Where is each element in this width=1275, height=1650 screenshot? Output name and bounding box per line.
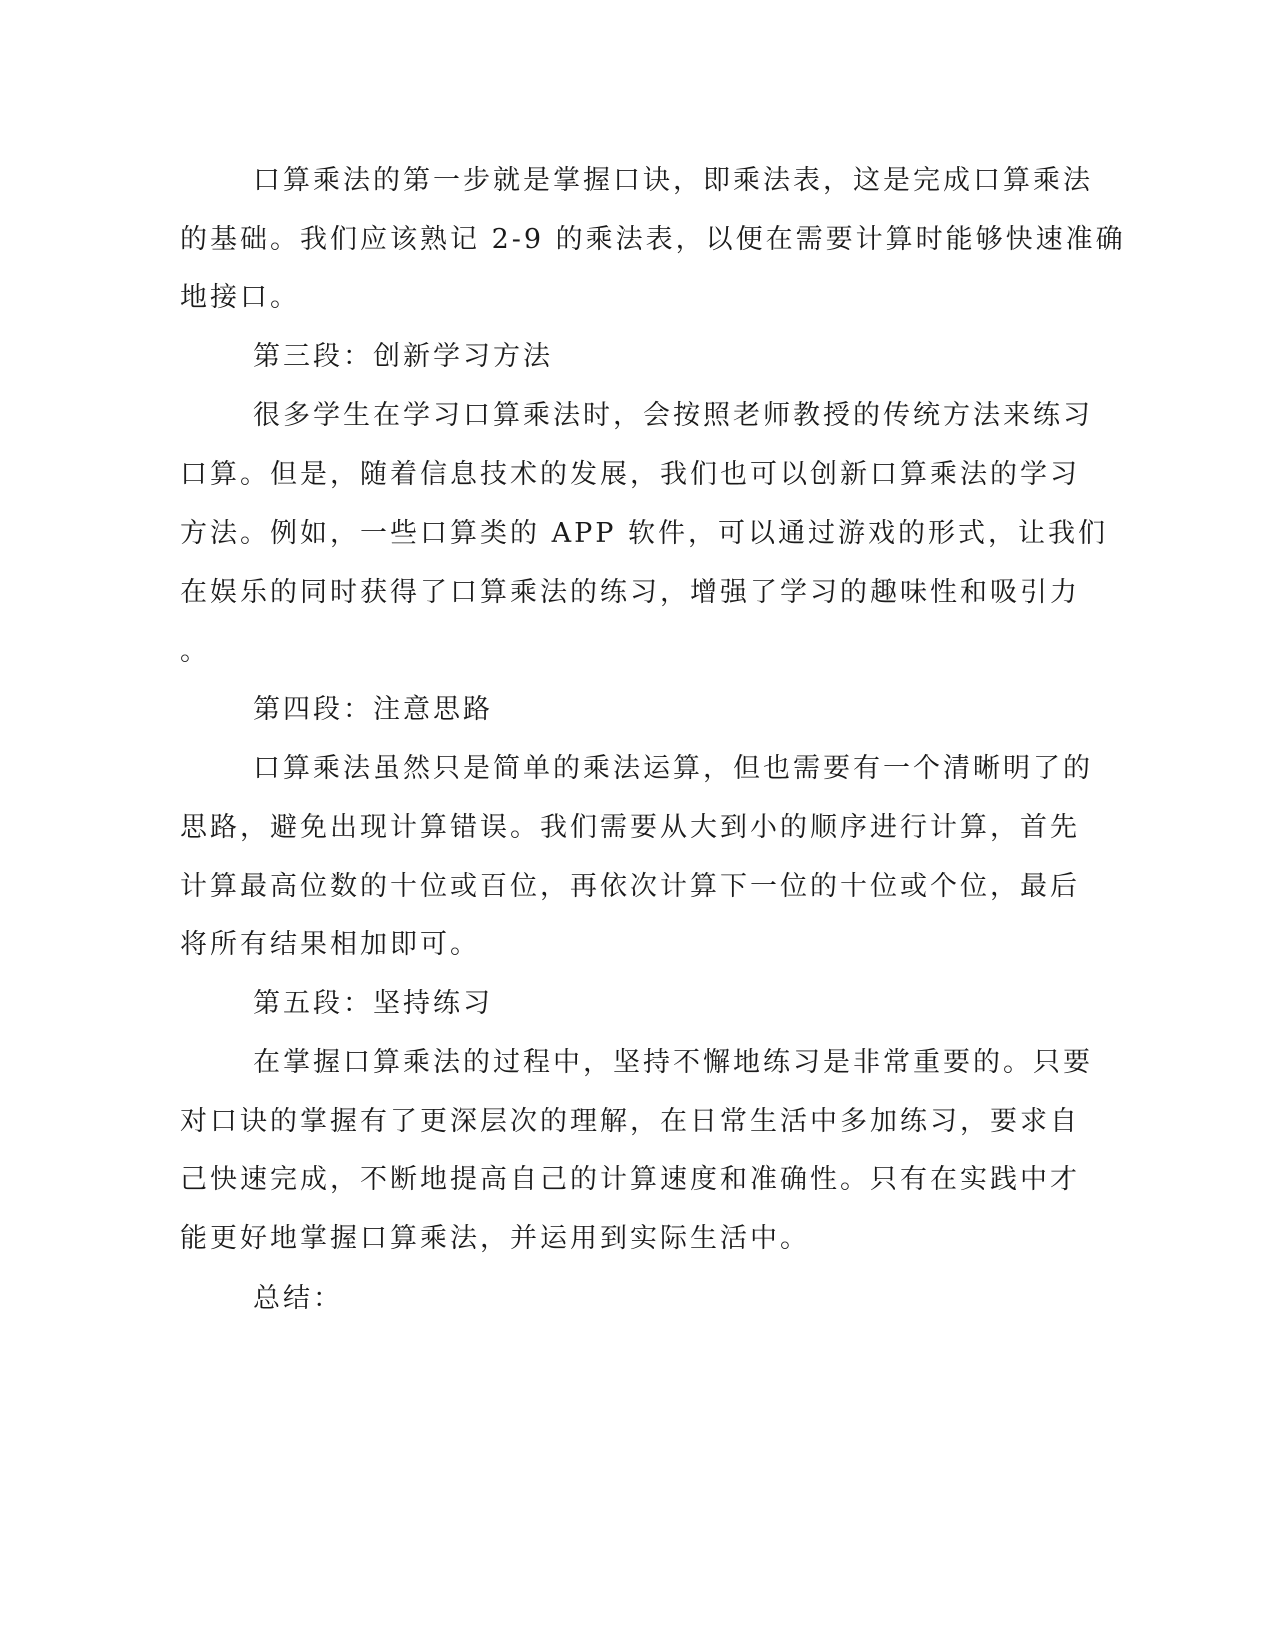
body-line: 在娱乐的同时获得了口算乘法的练习，增强了学习的趣味性和吸引力: [180, 577, 1080, 608]
body-line: 口算。但是，随着信息技术的发展，我们也可以创新口算乘法的学习: [180, 459, 1080, 490]
body-line: 口算乘法虽然只是简单的乘法运算，但也需要有一个清晰明了的: [253, 753, 1093, 784]
body-line: 计算最高位数的十位或百位，再依次计算下一位的十位或个位，最后: [180, 871, 1080, 902]
body-line: 很多学生在学习口算乘法时，会按照老师教授的传统方法来练习: [253, 400, 1093, 431]
body-line: 口算乘法的第一步就是掌握口诀，即乘法表，这是完成口算乘法: [253, 165, 1093, 196]
body-line: 方法。例如，一些口算类的 APP 软件，可以通过游戏的形式，让我们: [180, 518, 1108, 549]
body-line: 地接口。: [180, 282, 300, 313]
section-heading: 第五段：坚持练习: [253, 988, 493, 1019]
body-line: 能更好地掌握口算乘法，并运用到实际生活中。: [180, 1223, 810, 1254]
body-line: 。: [180, 636, 210, 667]
body-line: 思路，避免出现计算错误。我们需要从大到小的顺序进行计算，首先: [180, 812, 1080, 843]
section-heading: 第三段：创新学习方法: [253, 341, 553, 372]
section-heading: 总结：: [253, 1283, 343, 1314]
body-line: 的基础。我们应该熟记 2-9 的乘法表，以便在需要计算时能够快速准确: [180, 224, 1126, 255]
body-line: 对口诀的掌握有了更深层次的理解，在日常生活中多加练习，要求自: [180, 1106, 1080, 1137]
body-line: 在掌握口算乘法的过程中，坚持不懈地练习是非常重要的。只要: [253, 1047, 1093, 1078]
body-line: 己快速完成，不断地提高自己的计算速度和准确性。只有在实践中才: [180, 1164, 1080, 1195]
body-line: 将所有结果相加即可。: [180, 929, 480, 960]
section-heading: 第四段：注意思路: [253, 694, 493, 725]
